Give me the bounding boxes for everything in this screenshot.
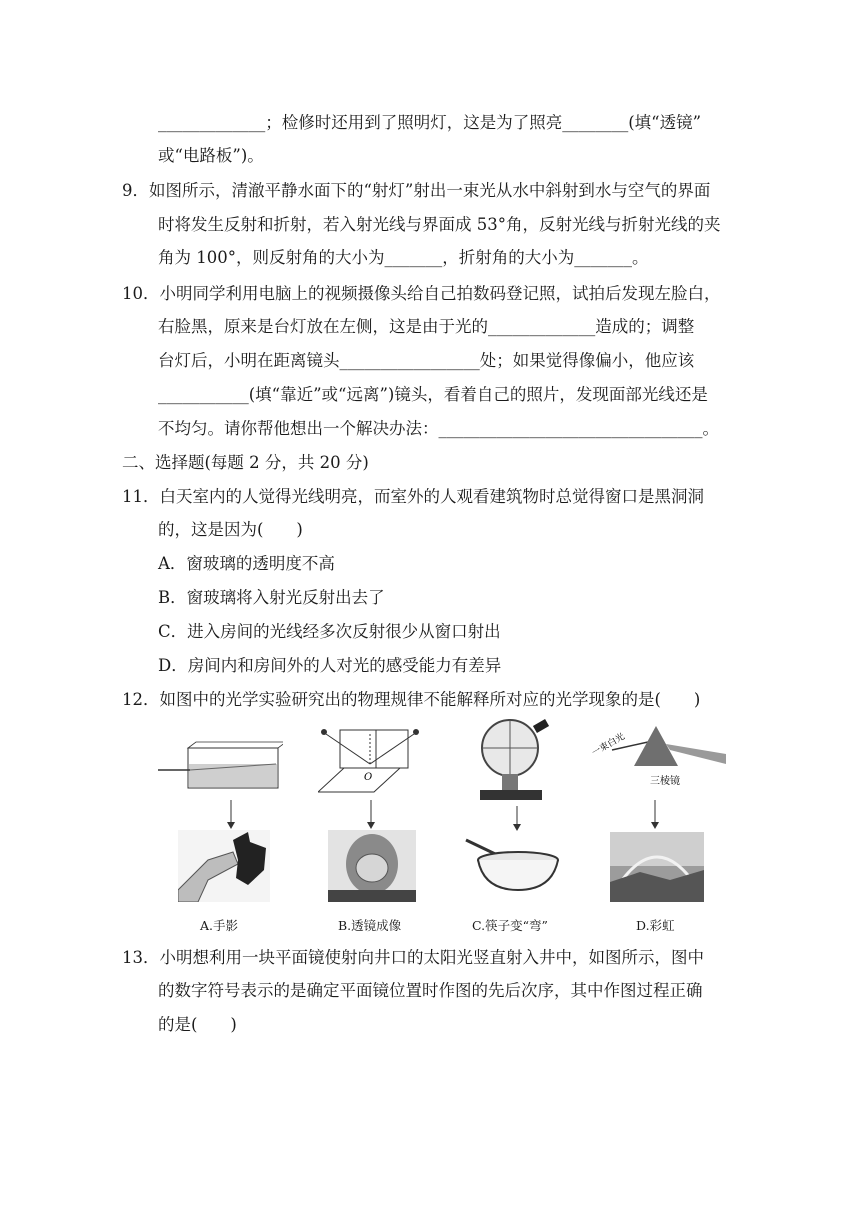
rainbow-image — [610, 832, 704, 902]
q12-figure — [150, 718, 740, 938]
experiment-b-reflection — [318, 726, 428, 808]
caption-c: C.筷子变“弯” — [472, 918, 548, 933]
q10-line-5: 不均匀。请你帮他想出一个解决办法：________________________________。 — [158, 419, 719, 438]
line-2: 或“电路板”)。 — [158, 146, 264, 165]
q13-line-1: 13．小明想利用一块平面镜使射向井口的太阳光竖直射入井中，如图所示，图中 — [122, 948, 704, 967]
hand-shadow-image — [178, 830, 270, 902]
q9-line-1: 9．如图所示，清澈平静水面下的“射灯”射出一束光从水中斜射到水与空气的界面 — [122, 181, 711, 200]
caption-a: A.手影 — [200, 918, 239, 933]
svg-text:一束白光: 一束白光 — [590, 731, 627, 759]
q10-line-4: ___________(填“靠近”或“远离”)镜头，看着自己的照片，发现面部光线还是 — [158, 385, 708, 404]
q9-line-3: 角为 100°，则反射角的大小为_______，折射角的大小为_______。 — [158, 248, 649, 267]
q13-line-2: 的数字符号表示的是确定平面镜位置时作图的先后次序，其中作图过程正确 — [158, 981, 703, 1000]
q11-option-a: A．窗玻璃的透明度不高 — [158, 554, 335, 573]
q13-line-3: 的是( ) — [158, 1015, 237, 1034]
q10-line-1: 10．小明同学利用电脑上的视频摄像头给自己拍数码登记照，试拍后发现左脸白， — [122, 284, 721, 303]
arrow-d — [650, 800, 660, 830]
arrow-c — [512, 806, 522, 832]
question-12: 12．如图中的光学实验研究出的物理规律不能解释所对应的光学现象的是( ) — [122, 690, 701, 709]
q11-line-2: 的，这是因为( ) — [158, 520, 303, 539]
q10-line-3: 台灯后，小明在距离镜头_________________处；如果觉得像偏小，他应该 — [158, 351, 695, 370]
q9-line-2: 时将发生反射和折射，若入射光线与界面成 53°角，反射光线与折射光线的夹 — [158, 215, 721, 234]
caption-d: D.彩虹 — [636, 918, 675, 933]
q11-line-1: 11．白天室内的人觉得光线明亮，而室外的人观看建筑物时总觉得窗口是黑洞洞 — [122, 487, 704, 506]
experiment-c-disc — [474, 718, 564, 804]
q11-option-d: D．房间内和房间外的人对光的感受能力有差异 — [158, 656, 502, 675]
experiment-a-tank — [158, 740, 283, 805]
q11-option-b: B．窗玻璃将入射光反射出去了 — [158, 588, 385, 607]
arrow-a — [226, 800, 236, 830]
experiment-d-prism — [590, 720, 730, 790]
q11-option-c: C．进入房间的光线经多次反射很少从窗口射出 — [158, 622, 501, 641]
chopsticks-bowl-image — [462, 836, 562, 896]
section-2-heading: 二、选择题(每题 2 分，共 20 分) — [122, 453, 369, 472]
svg-text:O: O — [364, 772, 373, 783]
arrow-b — [366, 800, 376, 830]
q10-line-2: 右脸黑，原来是台灯放在左侧，这是由于光的_____________造成的；调整 — [158, 317, 695, 336]
caption-b: B.透镜成像 — [338, 918, 402, 933]
line-1: _____________；检修时还用到了照明灯，这是为了照亮________(填“透镜” — [158, 113, 702, 132]
lens-image — [328, 830, 416, 902]
svg-text:三棱镜: 三棱镜 — [650, 776, 680, 787]
